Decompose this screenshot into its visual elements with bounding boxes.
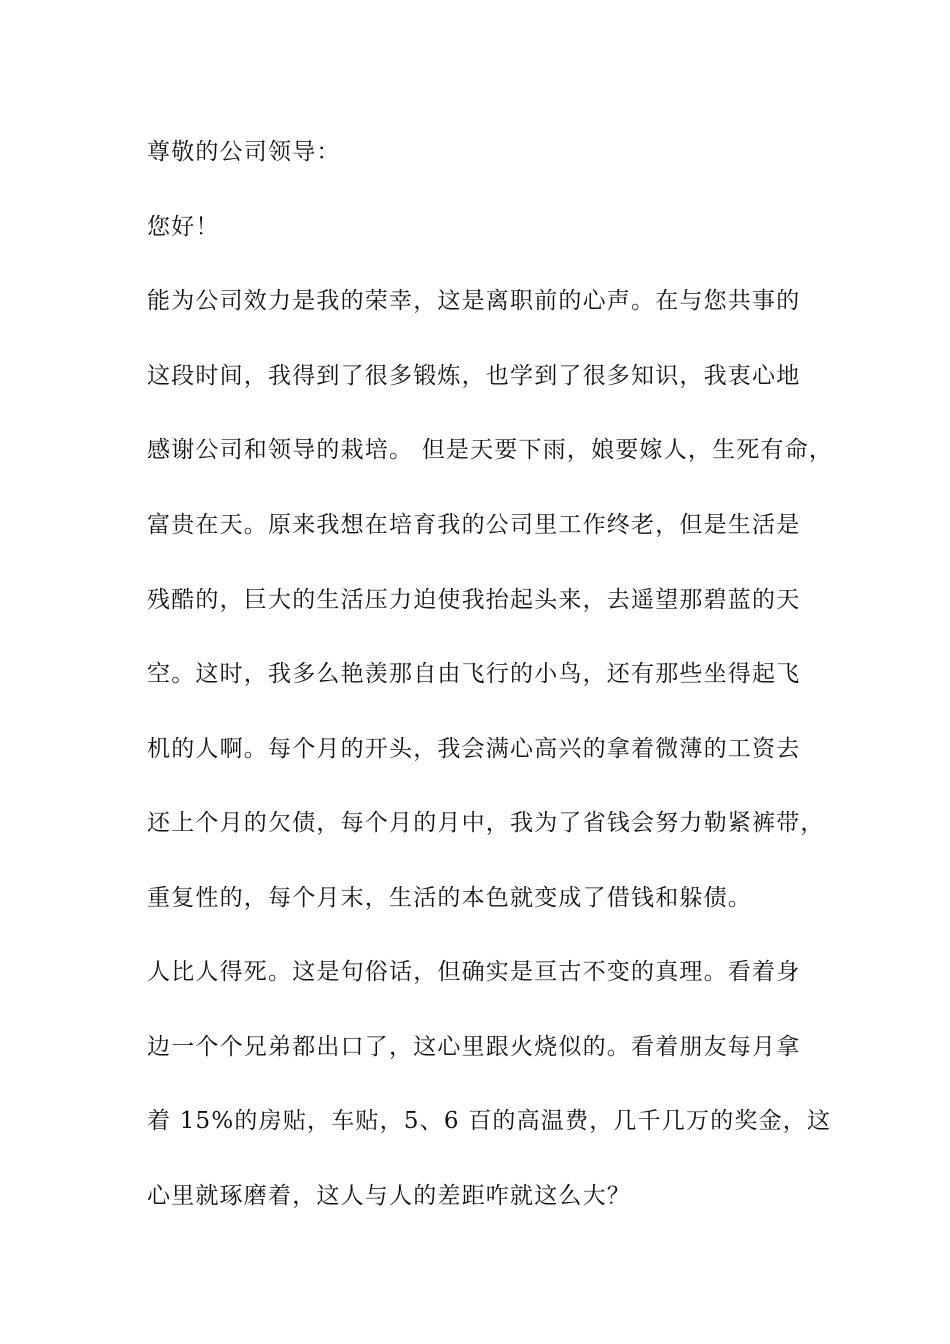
body-line: 心里就琢磨着，这人与人的差距咋就这么大？ <box>147 1183 631 1209</box>
body-line: 这段时间，我得到了很多锻炼，也学到了很多知识，我衷心地 <box>147 363 801 389</box>
body-line: 能为公司效力是我的荣幸，这是离职前的心声。在与您共事的 <box>147 288 801 314</box>
body-line: 边一个个兄弟都出口了，这心里跟火烧似的。看着朋友每月拿 <box>147 1034 801 1060</box>
letter-greeting: 您好！ <box>147 214 220 240</box>
body-line: 着 15%的房贴，车贴，5、6 百的高温费，几千几万的奖金，这 <box>147 1108 832 1134</box>
body-line: 感谢公司和领导的栽培。 但是天要下雨，娘要嫁人，生死有命， <box>147 437 834 463</box>
body-line: 残酷的，巨大的生活压力迫使我抬起头来，去遥望那碧蓝的天 <box>147 587 801 613</box>
body-line: 富贵在天。原来我想在培育我的公司里工作终老，但是生活是 <box>147 512 801 538</box>
body-line: 还上个月的欠债，每个月的月中，我为了省钱会努力勒紧裤带， <box>147 810 825 836</box>
body-line: 人比人得死。这是句俗话，但确实是亘古不变的真理。看着身 <box>147 959 801 985</box>
body-line: 重复性的，每个月末，生活的本色就变成了借钱和躲债。 <box>147 885 752 911</box>
body-line: 空。这时，我多么艳羡那自由飞行的小鸟，还有那些坐得起飞 <box>147 661 801 687</box>
letter-salutation: 尊敬的公司领导： <box>147 139 341 165</box>
body-line: 机的人啊。每个月的开头，我会满心高兴的拿着微薄的工资去 <box>147 736 801 762</box>
